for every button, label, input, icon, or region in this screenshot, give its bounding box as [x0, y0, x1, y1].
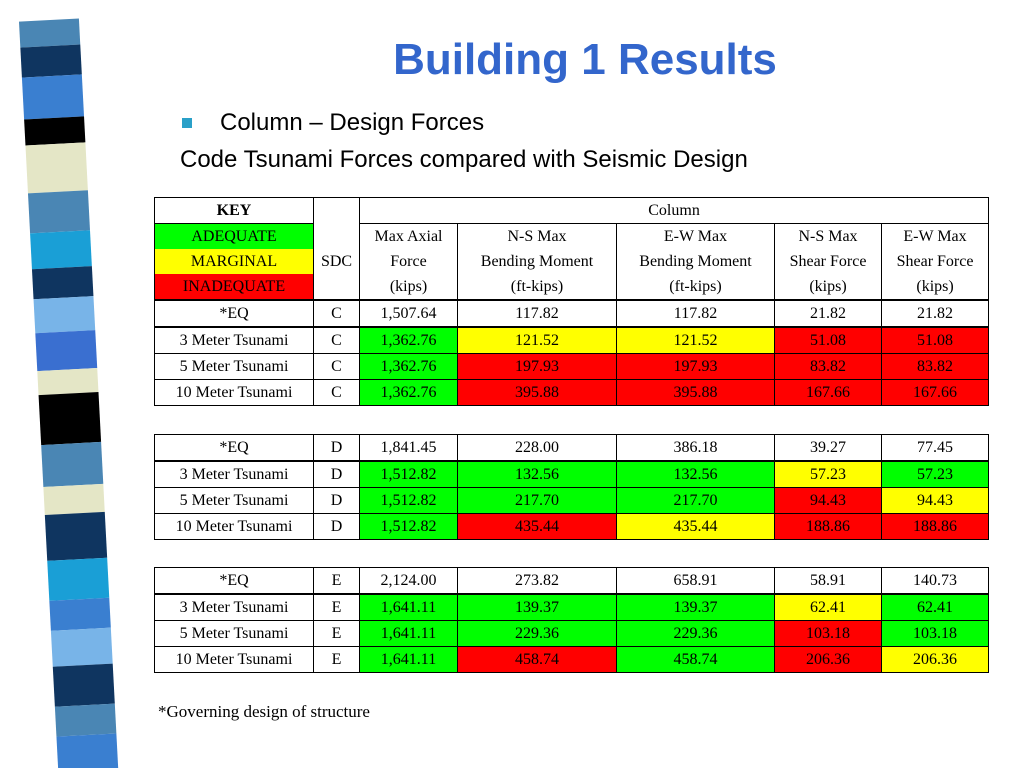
- table-body: [155, 300, 989, 406]
- col-4-line-0: E-W Max: [882, 224, 989, 250]
- value-cell: 188.86: [882, 514, 989, 540]
- value-cell: 229.36: [617, 621, 775, 647]
- key-adequate: ADEQUATE: [155, 224, 314, 250]
- square-bullet-icon: [182, 118, 192, 128]
- value-cell: 395.88: [458, 380, 617, 406]
- col-2-line-2: (ft-kips): [617, 274, 775, 300]
- value-cell: 62.41: [882, 594, 989, 621]
- value-cell: 2,124.00: [360, 568, 458, 595]
- value-cell: 395.88: [617, 380, 775, 406]
- value-cell: 1,362.76: [360, 354, 458, 380]
- table-row: [155, 621, 989, 647]
- col-3-line-2: (kips): [775, 274, 882, 300]
- table-row: [155, 514, 989, 540]
- decorative-sidebar: [0, 0, 120, 768]
- table-row: [155, 380, 989, 406]
- sdc-cell: E: [314, 568, 360, 595]
- value-cell: 1,841.45: [360, 435, 458, 462]
- value-cell: 1,512.82: [360, 514, 458, 540]
- value-cell: 139.37: [458, 594, 617, 621]
- value-cell: 458.74: [458, 647, 617, 673]
- value-cell: 83.82: [882, 354, 989, 380]
- bullet-text: Column – Design Forces: [220, 109, 485, 136]
- value-cell: 386.18: [617, 435, 775, 462]
- value-cell: 132.56: [617, 461, 775, 488]
- col-0-line-2: (kips): [360, 274, 458, 300]
- value-cell: 217.70: [458, 488, 617, 514]
- value-cell: 1,362.76: [360, 327, 458, 354]
- sdc-cell: E: [314, 594, 360, 621]
- sdc-cell: E: [314, 621, 360, 647]
- value-cell: 77.45: [882, 435, 989, 462]
- col-0-line-0: Max Axial: [360, 224, 458, 250]
- key-blank-cell: [314, 198, 360, 224]
- results-table-sdc-e: [154, 567, 989, 673]
- value-cell: 435.44: [617, 514, 775, 540]
- table-row: [155, 647, 989, 673]
- table-row: [155, 594, 989, 621]
- value-cell: 121.52: [617, 327, 775, 354]
- row-label: 10 Meter Tsunami: [155, 380, 314, 406]
- key-inadequate: INADEQUATE: [155, 274, 314, 300]
- value-cell: 1,507.64: [360, 300, 458, 327]
- table-body: [155, 568, 989, 673]
- row-label: 3 Meter Tsunami: [155, 594, 314, 621]
- sdc-cell: D: [314, 514, 360, 540]
- row-label: 10 Meter Tsunami: [155, 647, 314, 673]
- value-cell: 1,512.82: [360, 461, 458, 488]
- value-cell: 206.36: [882, 647, 989, 673]
- col-0-line-1: Force: [360, 249, 458, 274]
- value-cell: 217.70: [617, 488, 775, 514]
- row-label: 5 Meter Tsunami: [155, 354, 314, 380]
- key-marginal: MARGINAL: [155, 249, 314, 274]
- value-cell: 435.44: [458, 514, 617, 540]
- value-cell: 206.36: [775, 647, 882, 673]
- value-cell: 121.52: [458, 327, 617, 354]
- value-cell: 39.27: [775, 435, 882, 462]
- sdc-header: SDC: [314, 249, 360, 274]
- value-cell: 21.82: [882, 300, 989, 327]
- value-cell: 94.43: [775, 488, 882, 514]
- col-2-line-0: E-W Max: [617, 224, 775, 250]
- value-cell: 167.66: [775, 380, 882, 406]
- value-cell: 103.18: [775, 621, 882, 647]
- sdc-cell: D: [314, 461, 360, 488]
- value-cell: 103.18: [882, 621, 989, 647]
- col-2-line-1: Bending Moment: [617, 249, 775, 274]
- results-table-sdc-c: [154, 197, 989, 406]
- row-label: 5 Meter Tsunami: [155, 621, 314, 647]
- value-cell: 197.93: [458, 354, 617, 380]
- value-cell: 51.08: [775, 327, 882, 354]
- footnote: *Governing design of structure: [158, 702, 370, 721]
- col-1-line-0: N-S Max: [458, 224, 617, 250]
- value-cell: 1,362.76: [360, 380, 458, 406]
- value-cell: 57.23: [882, 461, 989, 488]
- value-cell: 62.41: [775, 594, 882, 621]
- table-row: [155, 568, 989, 595]
- col-4-line-2: (kips): [882, 274, 989, 300]
- value-cell: 117.82: [617, 300, 775, 327]
- table-row: [155, 461, 989, 488]
- key-label: KEY: [155, 198, 314, 224]
- table-row: [155, 300, 989, 327]
- value-cell: 21.82: [775, 300, 882, 327]
- value-cell: 229.36: [458, 621, 617, 647]
- value-cell: 658.91: [617, 568, 775, 595]
- value-cell: 1,641.11: [360, 594, 458, 621]
- sdc-cell: D: [314, 435, 360, 462]
- row-label: *EQ: [155, 435, 314, 462]
- sdc-cell: C: [314, 354, 360, 380]
- slide-subtitle: Code Tsunami Forces compared with Seismic Design: [180, 146, 748, 173]
- row-label: *EQ: [155, 568, 314, 595]
- sdc-cell: C: [314, 327, 360, 354]
- value-cell: 1,512.82: [360, 488, 458, 514]
- sdc-cell: D: [314, 488, 360, 514]
- row-label: *EQ: [155, 300, 314, 327]
- value-cell: 197.93: [617, 354, 775, 380]
- row-label: 3 Meter Tsunami: [155, 461, 314, 488]
- value-cell: 1,641.11: [360, 621, 458, 647]
- bullet-item: [182, 108, 484, 138]
- value-cell: 57.23: [775, 461, 882, 488]
- sdc-cell: E: [314, 647, 360, 673]
- value-cell: 94.43: [882, 488, 989, 514]
- table-row: [155, 488, 989, 514]
- slide-title: Building 1 Results: [393, 35, 777, 84]
- table-row: [155, 327, 989, 354]
- value-cell: 140.73: [882, 568, 989, 595]
- value-cell: 188.86: [775, 514, 882, 540]
- value-cell: 139.37: [617, 594, 775, 621]
- value-cell: 51.08: [882, 327, 989, 354]
- column-group-header: Column: [360, 198, 989, 224]
- table-body: [155, 435, 989, 540]
- row-label: 10 Meter Tsunami: [155, 514, 314, 540]
- col-1-line-1: Bending Moment: [458, 249, 617, 274]
- sdc-blank-cell: [314, 274, 360, 300]
- value-cell: 117.82: [458, 300, 617, 327]
- table-row: [155, 354, 989, 380]
- value-cell: 58.91: [775, 568, 882, 595]
- value-cell: 1,641.11: [360, 647, 458, 673]
- value-cell: 458.74: [617, 647, 775, 673]
- value-cell: 132.56: [458, 461, 617, 488]
- value-cell: 273.82: [458, 568, 617, 595]
- col-3-line-0: N-S Max: [775, 224, 882, 250]
- value-cell: 228.00: [458, 435, 617, 462]
- sdc-cell: C: [314, 380, 360, 406]
- col-3-line-1: Shear Force: [775, 249, 882, 274]
- row-label: 3 Meter Tsunami: [155, 327, 314, 354]
- table-row: [155, 435, 989, 462]
- col-4-line-1: Shear Force: [882, 249, 989, 274]
- value-cell: 83.82: [775, 354, 882, 380]
- col-1-line-2: (ft-kips): [458, 274, 617, 300]
- results-table-sdc-d: [154, 434, 989, 540]
- sdc-blank-cell: [314, 224, 360, 250]
- sidebar-stripes: [0, 0, 120, 768]
- sdc-cell: C: [314, 300, 360, 327]
- value-cell: 167.66: [882, 380, 989, 406]
- row-label: 5 Meter Tsunami: [155, 488, 314, 514]
